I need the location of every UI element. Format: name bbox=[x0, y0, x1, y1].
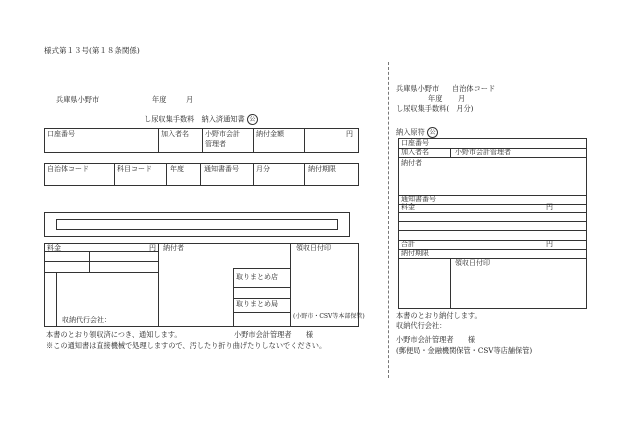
public-stamp-icon: 公 bbox=[247, 114, 258, 125]
stub-stamp-icon: 公 bbox=[427, 127, 438, 138]
amount-yen: 円 bbox=[346, 130, 353, 138]
account-number-label: 口座番号 bbox=[47, 130, 75, 138]
ocr-field bbox=[56, 219, 338, 230]
stub-payer-label: 納付者 bbox=[401, 159, 422, 167]
left-nendo: 年度 bbox=[152, 95, 167, 104]
agent-company-label: 収納代行会社： bbox=[62, 316, 111, 324]
stub-fee-yen: 円 bbox=[546, 203, 553, 211]
stub-total-label: 合計 bbox=[401, 240, 415, 248]
collecting-branch-label: 取りまとめ店 bbox=[236, 273, 278, 281]
code-header-year: 年度 bbox=[170, 165, 184, 173]
stub-notice-label: 通知書番号 bbox=[401, 195, 436, 203]
stub-subscriber-label: 加入者名 bbox=[401, 148, 429, 156]
right-month: 月 bbox=[458, 94, 466, 103]
left-city: 兵庫県小野市 bbox=[56, 95, 100, 104]
storage-note: (小野市・CSV等本部保管) bbox=[293, 313, 365, 320]
subscriber-name-label: 加入者名 bbox=[161, 130, 189, 138]
stub-footer-line4: (郵便局・金融機関保管・CSV等店舗保管) bbox=[396, 346, 533, 355]
right-city: 兵庫県小野市 bbox=[396, 84, 440, 93]
stub-footer-line2: 収納代行会社： bbox=[396, 321, 447, 330]
payment-amount-label: 納付金額 bbox=[256, 130, 284, 138]
code-header-month: 月分 bbox=[256, 165, 270, 173]
payer-label: 納付者 bbox=[163, 244, 184, 252]
perforation-line bbox=[388, 62, 389, 378]
left-title bbox=[144, 114, 258, 125]
fee-yen: 円 bbox=[149, 244, 156, 252]
stub-account-label: 口座番号 bbox=[401, 139, 429, 147]
left-month: 月 bbox=[186, 95, 194, 104]
stub-footer-line3: 小野市会計管理者 様 bbox=[396, 335, 476, 344]
fee-label: 料金 bbox=[47, 244, 61, 252]
stub-footer-line1: 本書のとおり納付します。 bbox=[396, 311, 482, 320]
footer-addressee: 小野市会計管理者 様 bbox=[234, 330, 314, 339]
stub-title-text: 納入原符 bbox=[396, 127, 425, 137]
left-title-text: し尿収集手数料 納入済通知書 bbox=[144, 114, 245, 124]
subscriber-name-value-2: 管理者 bbox=[205, 140, 226, 148]
subscriber-name-value-1: 小野市会計 bbox=[205, 130, 240, 138]
stub-title bbox=[396, 127, 438, 138]
code-header-notice-number: 通知書番号 bbox=[204, 165, 239, 173]
footer-notice: 本書のとおり領収済につき、通知します。 bbox=[46, 330, 182, 339]
right-nendo: 年度 bbox=[428, 94, 443, 103]
right-code-label: 自治体コード bbox=[452, 84, 496, 93]
stub-table bbox=[398, 138, 587, 309]
form-number: 様式第１３号(第１８条関係) bbox=[44, 46, 140, 55]
receipt-date-stamp-label: 領収日付印 bbox=[296, 244, 331, 252]
stub-deadline-label: 納付期限 bbox=[401, 249, 429, 257]
collecting-office-label: 取りまとめ局 bbox=[236, 300, 278, 308]
code-header-municipality: 自治体コード bbox=[47, 165, 89, 173]
footer-handling-note: ※この通知書は直接機械で処理しますので、汚したり折り曲げたりしないでください。 bbox=[46, 341, 327, 350]
stub-fee-label: 料金 bbox=[401, 203, 415, 211]
code-header-deadline: 納付期限 bbox=[308, 165, 336, 173]
right-title: し尿収集手数料( 月分) bbox=[396, 104, 474, 113]
stub-total-yen: 円 bbox=[546, 240, 553, 248]
code-header-subject: 科目コード bbox=[117, 165, 152, 173]
stub-receipt-date-label: 領収日付印 bbox=[455, 259, 490, 267]
stub-subscriber-value: 小野市会計管理者 bbox=[455, 148, 511, 156]
